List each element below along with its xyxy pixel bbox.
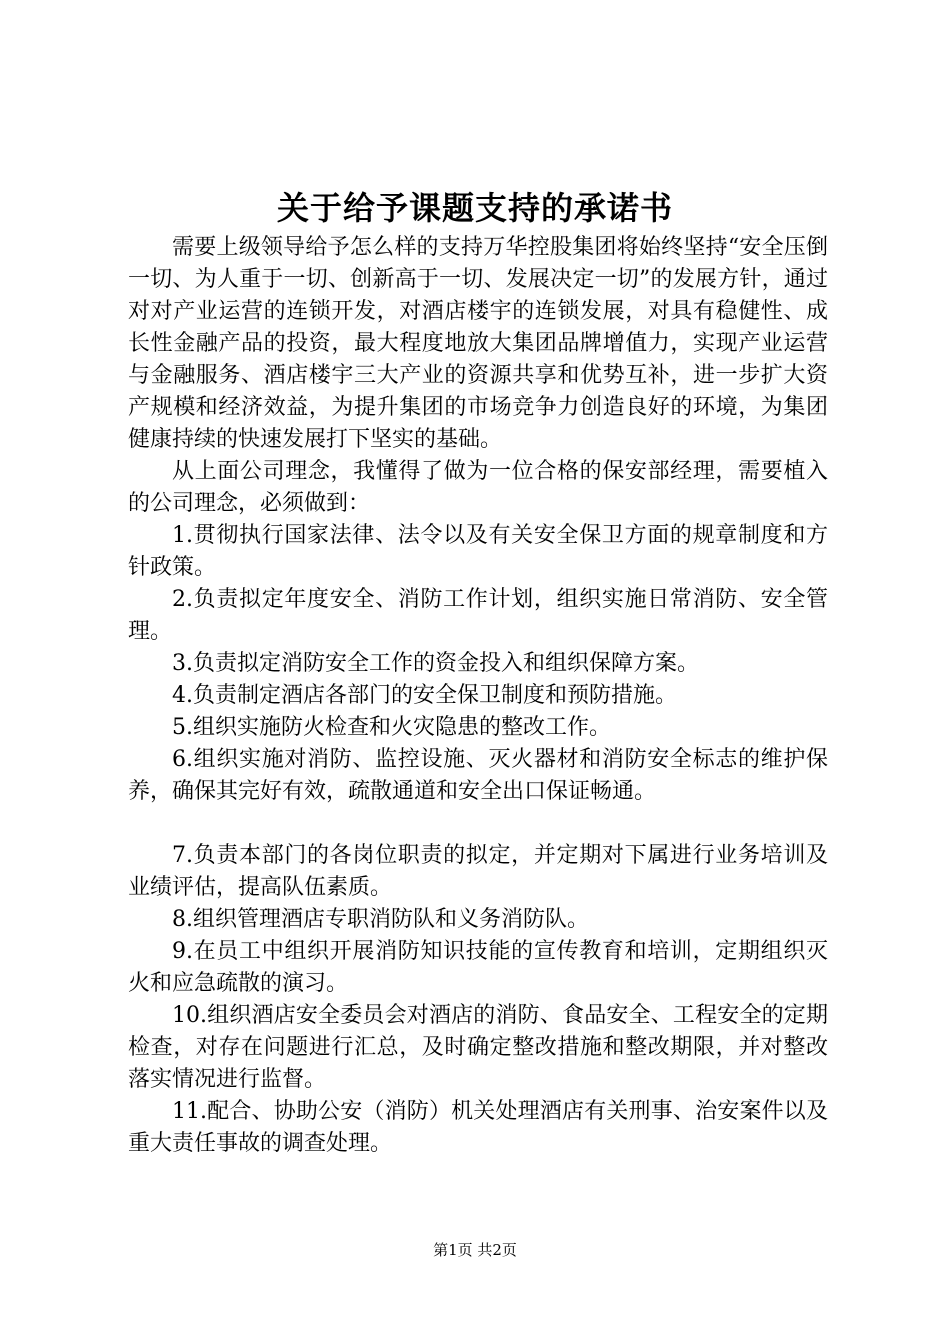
document-title: 关于给予课题支持的承诺书	[276, 189, 673, 227]
document-body	[128, 232, 828, 1160]
list-item-5: 5.组织实施防火检查和火灾隐患的整改工作。	[172, 715, 611, 740]
list-item-4: 4.负责制定酒店各部门的安全保卫制度和预防措施。	[172, 683, 677, 708]
list-item-7: 7.负责本部门的各岗位职责的拟定，并定期对下属进行业务培训及业绩评估，提高队伍素质。	[128, 843, 828, 900]
list-item-8: 8.组织管理酒店专职消防队和义务消防队。	[172, 907, 589, 932]
list-item-2: 2.负责拟定年度安全、消防工作计划，组织实施日常消防、安全管理。	[128, 587, 828, 644]
paragraph-lead: 从上面公司理念，我懂得了做为一位合格的保安部经理，需要植入的公司理念，必须做到：	[128, 459, 828, 516]
list-item-9: 9.在员工中组织开展消防知识技能的宣传教育和培训，定期组织灭火和应急疏散的演习。	[128, 939, 828, 996]
list-item-10: 10.组织酒店安全委员会对酒店的消防、食品安全、工程安全的定期检查，对存在问题进行汇总，及时确定整改措施和整改期限，并对整改落实情况进行监督。	[128, 1003, 828, 1092]
list-item-11: 11.配合、协助公安（消防）机关处理酒店有关刑事、治安案件以及重大责任事故的调查处理。	[128, 1099, 828, 1156]
list-item-6: 6.组织实施对消防、监控设施、灭火器材和消防安全标志的维护保养，确保其完好有效，疏散通道和安全出口保证畅通。	[128, 747, 828, 804]
list-item-3: 3.负责拟定消防安全工作的资金投入和组织保障方案。	[172, 651, 699, 676]
list-item-1: 1.贯彻执行国家法律、法令以及有关安全保卫方面的规章制度和方针政策。	[128, 523, 828, 580]
paragraph-intro: 需要上级领导给予怎么样的支持万华控股集团将始终坚持“安全压倒一切、为人重于一切、创新高于一切、发展决定一切”的发展方针，通过对对产业运营的连锁开发，对酒店楼宇的连锁发展，对具有稳健性、成长性金融产品的投资，最大程度地放大集团品牌增值力，实现产业运营与金融服务、酒店楼宇三大产业的资源共享和优势互补，进一步扩大资产规模和经济效益，为提升集团的市场竞争力创造良好的环境，为集团健康持续的快速发展打下坚实的基础。	[128, 235, 828, 452]
page-number-footer: 第1页 共2页	[433, 1241, 517, 1259]
